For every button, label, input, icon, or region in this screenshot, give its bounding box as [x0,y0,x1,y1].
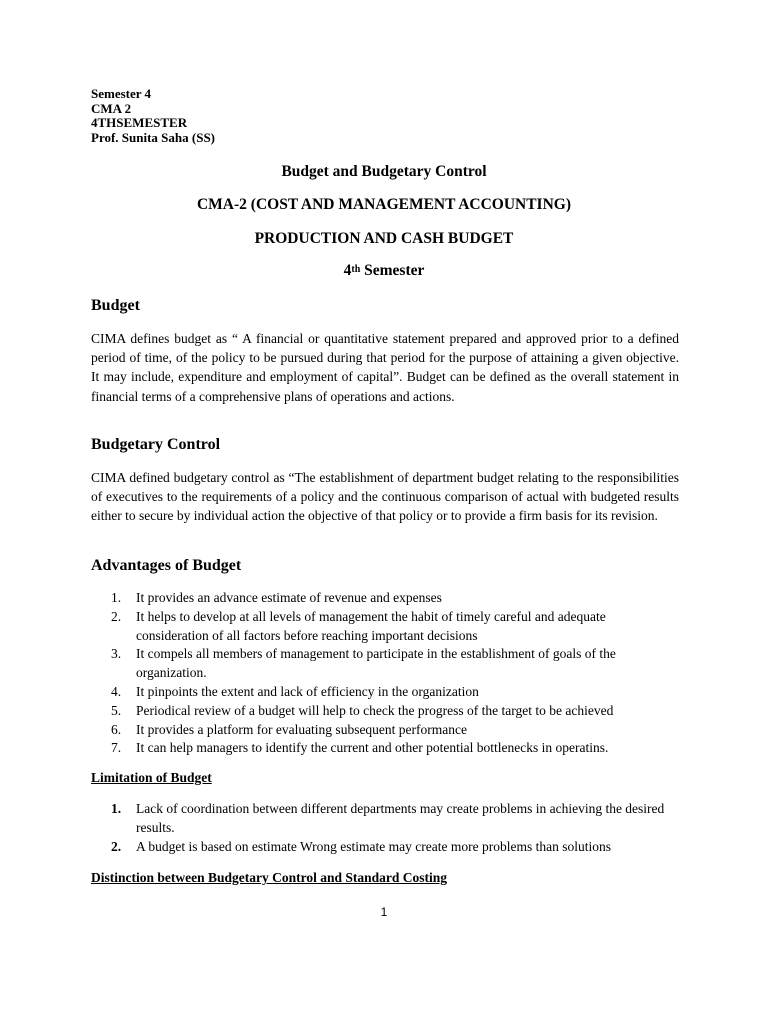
list-item-text: It provides a platform for evaluating subsequent performance [136,721,468,737]
heading-budget: Budget [91,297,140,314]
semester-suffix: th [351,264,361,275]
paragraph-budgetary-control-definition: CIMA defined budgetary control as “The establishment of department budget relating to the responsibilities of executives to the requirements of a policy and the continuous comparison of actual with budgeted results either to secure by individual action the objective of that policy or to provide a firm basis for its revision. [91,470,679,524]
list-item-number: 4. [111,683,122,699]
limitation-list [91,800,681,856]
header-course: CMA 2 [91,100,132,116]
list-item [91,702,681,721]
list-item-text: It provides an advance estimate of revenue and expenses [136,590,442,605]
list-item-number: 2. [111,838,122,854]
list-item-text: It can help managers to identify the current and other potential bottlenecks in operatins. [136,740,609,756]
heading-distinction: Distinction between Budgetary Control and Standard Costing [91,870,448,885]
list-item-number: 1. [111,590,122,605]
semester-word: Semester [360,262,425,279]
heading-budgetary-control: Budgetary Control [91,436,221,453]
list-item-number: 3. [111,646,122,662]
heading-advantages: Advantages of Budget [91,557,242,574]
list-item-number: 5. [111,702,122,718]
list-item [91,645,681,683]
list-item-text: Lack of coordination between different departments may create problems in achieving the desired results. [136,801,665,835]
list-item [91,838,681,857]
paragraph-budget-definition: CIMA defines budget as “ A financial or quantitative statement prepared and approved prior to a defined period of time, of the policy to be pursued during that period for the purpose of attaining a given objective. It may include, expenditure and employment of capital”. Budget can be defined as the overall statement in financial terms of a comprehensive plans of operations and actions. [91,331,679,404]
title-semester [0,262,768,280]
header-professor: Prof. Sunita Saha (SS) [91,129,216,145]
document-header [91,87,215,145]
heading-limitation: Limitation of Budget [91,770,212,785]
list-item-number: 2. [111,608,122,624]
list-item-text: It helps to develop at all levels of management the habit of timely careful and adequate consideration of all factors before reaching important decisions [136,608,606,643]
list-item [91,608,681,646]
list-item-text: It pinpoints the extent and lack of efficiency in the organization [136,683,479,699]
list-item [91,683,681,702]
list-item-number: 1. [111,801,122,816]
list-item-text: It compels all members of management to participate in the establishment of goals of the organization. [136,646,616,681]
header-semester-caps: 4THSEMESTER [91,115,188,130]
list-item [91,800,681,838]
list-item [91,739,681,758]
title-topic: PRODUCTION AND CASH BUDGET [254,230,514,247]
list-item [91,589,681,608]
list-item-number: 7. [111,740,122,756]
title-budget-control: Budget and Budgetary Control [281,163,487,180]
list-item [91,721,681,740]
list-item-number: 6. [111,721,122,737]
header-semester: Semester 4 [91,86,152,101]
advantages-list [91,589,681,758]
page-number: 1 [380,905,388,919]
title-course-name: CMA-2 (COST AND MANAGEMENT ACCOUNTING) [196,196,572,213]
list-item-text: A budget is based on estimate Wrong estimate may create more problems than solutions [136,838,611,854]
semester-number: 4 [343,262,352,279]
list-item-text: Periodical review of a budget will help to check the progress of the target to be achieved [136,702,614,718]
